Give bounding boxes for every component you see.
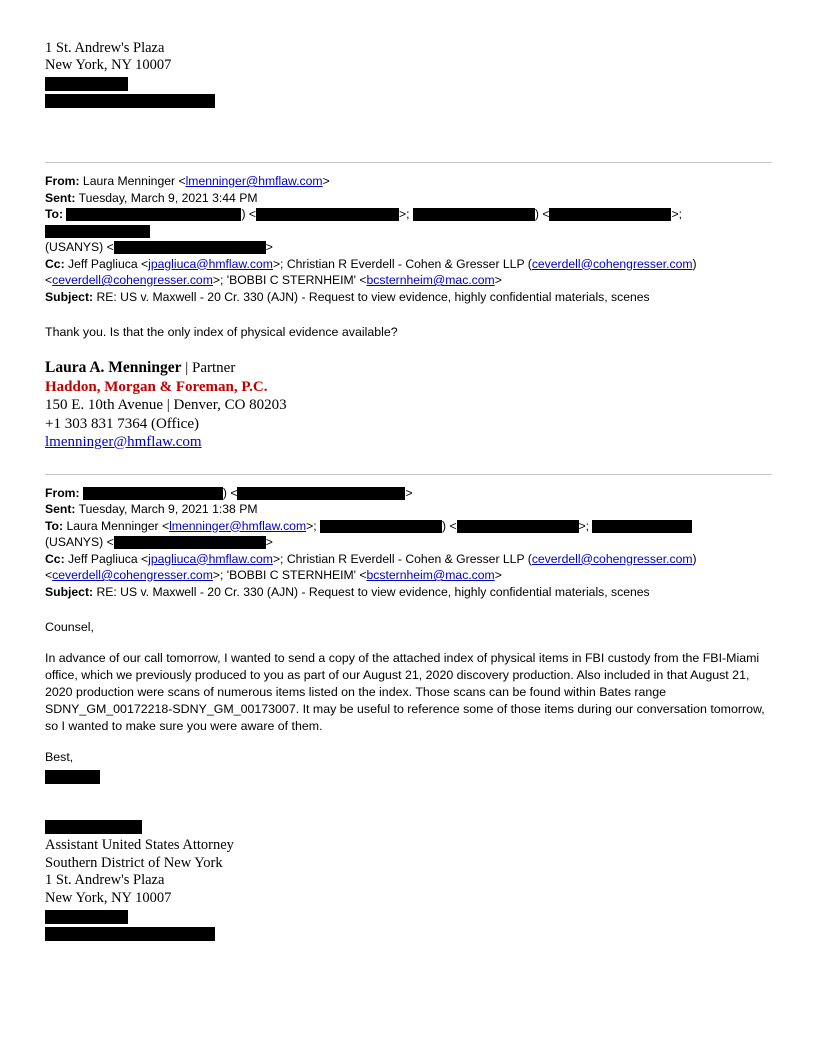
cc-text-1: Jeff Pagliuca < xyxy=(68,551,149,566)
sent-label: Sent: xyxy=(45,190,76,205)
redaction-bar xyxy=(592,520,692,533)
email-1-to-row xyxy=(45,206,771,239)
redaction-bar xyxy=(457,520,579,533)
email-1-sent-row xyxy=(45,190,771,207)
to-suffix-2: >; xyxy=(399,207,413,221)
to-line2-pre: (USANYS) < xyxy=(45,240,114,254)
email-2-sent-row xyxy=(45,501,771,518)
email-2-sender-block xyxy=(45,820,771,941)
signature-name-row xyxy=(45,359,771,378)
cc-text-6: > xyxy=(494,273,502,287)
redaction-bar xyxy=(114,241,266,254)
signature-name: Laura A. Menninger xyxy=(45,359,182,376)
redaction-bar xyxy=(413,208,535,221)
redaction-bar xyxy=(549,208,671,221)
to-suffix-2: >; xyxy=(578,518,593,533)
email-divider-2 xyxy=(45,474,772,475)
to-line2-post: > xyxy=(265,240,273,254)
signature-firm: Haddon, Morgan & Foreman, P.C. xyxy=(45,378,268,395)
sent-value: Tuesday, March 9, 2021 1:38 PM xyxy=(78,502,258,516)
cc-email-link-3[interactable]: ceverdell@cohengresser.com xyxy=(52,568,213,582)
cc-label: Cc: xyxy=(45,256,65,271)
to-suffix-1: ) < xyxy=(442,518,457,533)
cc-email-link-4[interactable]: bcsternheim@mac.com xyxy=(366,273,495,287)
redaction-bar xyxy=(45,927,215,941)
cc-text-5: >; 'BOBBI C STERNHEIM' < xyxy=(212,273,367,287)
redaction-bar xyxy=(45,225,150,238)
cc-email-link-3[interactable]: ceverdell@cohengresser.com xyxy=(52,273,213,287)
cc-email-link-1[interactable]: jpagliuca@hmflaw.com xyxy=(148,256,273,271)
email-1-cc-row xyxy=(45,256,771,273)
subject-label: Subject: xyxy=(45,584,94,599)
email-1-body: Thank you. Is that the only index of physical evidence available? xyxy=(45,325,398,339)
to-email-link-1[interactable]: lmenninger@hmflaw.com xyxy=(169,518,307,533)
subject-value: RE: US v. Maxwell - 20 Cr. 330 (AJN) - Request to view evidence, highly confidential materials, scenes xyxy=(96,584,650,599)
from-label: From: xyxy=(45,174,80,188)
redaction-bar xyxy=(45,820,142,834)
from-suffix-2: > xyxy=(405,485,413,500)
cc-email-link-2[interactable]: ceverdell@cohengresser.com xyxy=(531,551,693,566)
email-2-cc-row-2 xyxy=(45,567,771,584)
cc-text-6: > xyxy=(494,568,502,582)
cc-text-3: ) xyxy=(692,256,697,271)
from-suffix-1: ) < xyxy=(222,485,238,500)
email-2-to-row xyxy=(45,518,771,535)
cc-text-5: >; 'BOBBI C STERNHEIM' < xyxy=(212,568,367,582)
from-value-pre: Laura Menninger < xyxy=(82,174,186,188)
signature-email-link[interactable]: lmenninger@hmflaw.com xyxy=(45,434,202,450)
sender-address1: 1 St. Andrew's Plaza xyxy=(45,872,165,888)
signature-title: | Partner xyxy=(181,360,236,376)
cc-text-1: Jeff Pagliuca < xyxy=(68,256,149,271)
email-divider xyxy=(45,162,772,163)
redaction-bar xyxy=(45,770,100,784)
from-label: From: xyxy=(45,485,80,500)
sent-value: Tuesday, March 9, 2021 3:44 PM xyxy=(78,190,258,205)
cc-email-link-1[interactable]: jpagliuca@hmflaw.com xyxy=(148,551,273,566)
email-1-to-row-2 xyxy=(45,239,771,256)
email-1-cc-row-2 xyxy=(45,272,771,289)
to-line2-pre: (USANYS) < xyxy=(45,535,114,549)
to-label: To: xyxy=(45,207,64,221)
sent-label: Sent: xyxy=(45,502,76,516)
email-2-greeting: Counsel, xyxy=(45,620,94,634)
subject-value: RE: US v. Maxwell - 20 Cr. 330 (AJN) - Request to view evidence, highly confidential materials, scenes xyxy=(96,289,650,304)
to-text-1: Laura Menninger < xyxy=(66,518,170,533)
cc-label: Cc: xyxy=(45,551,65,566)
email-1-from-row xyxy=(45,173,771,190)
redaction-bar xyxy=(320,520,442,533)
redaction-bar xyxy=(66,208,241,221)
cc-text-4: < xyxy=(45,273,53,287)
sender-address2: New York, NY 10007 xyxy=(45,889,172,906)
to-suffix-3: ) < xyxy=(534,207,550,221)
email-1-header xyxy=(45,173,771,305)
to-suffix-1: ) < xyxy=(241,207,256,221)
email-2-subject-row xyxy=(45,584,771,601)
redaction-bar xyxy=(256,208,399,221)
top-address-block xyxy=(45,40,771,108)
subject-label: Subject: xyxy=(45,289,94,304)
to-line2-post: > xyxy=(265,535,273,549)
top-address-line2: New York, NY 10007 xyxy=(45,57,172,73)
top-address-line1: 1 St. Andrew's Plaza xyxy=(45,40,165,56)
to-text-2: >; xyxy=(306,518,320,533)
email-2-cc-row xyxy=(45,551,771,568)
to-label: To: xyxy=(45,518,64,533)
redaction-bar xyxy=(45,94,215,108)
email-2-closing: Best, xyxy=(45,750,74,764)
redaction-bar xyxy=(45,910,128,924)
cc-email-link-4[interactable]: bcsternheim@mac.com xyxy=(366,568,495,582)
email-2-header xyxy=(45,485,771,601)
from-email-link[interactable]: lmenninger@hmflaw.com xyxy=(185,174,323,188)
from-value-post: > xyxy=(322,174,330,188)
cc-text-2: >; Christian R Everdell - Cohen & Gresser LLP ( xyxy=(272,551,532,566)
email-2-to-row-2 xyxy=(45,534,771,551)
email-1-subject-row xyxy=(45,289,771,306)
email-2-from-row xyxy=(45,485,771,502)
email-2-paragraph: In advance of our call tomorrow, I wanted to send a copy of the attached index of physical items in FBI custody from the FBI-Miami office, which we previously produced to you as part of our August 21, 2020 discovery production. Also included in that August 21, 2020 production were scans of numerous items listed on the index. Those scans can be found within Bates range SDNY_GM_00172218-SDNY_GM_00173007. It may be useful to reference some of those items during our conversation tomorrow, so I wanted to make sure you were aware of them. xyxy=(45,651,765,733)
email-1-signature xyxy=(45,359,771,452)
cc-email-link-2[interactable]: ceverdell@cohengresser.com xyxy=(531,256,693,271)
signature-phone: +1 303 831 7364 (Office) xyxy=(45,415,199,432)
redaction-bar xyxy=(237,487,405,500)
redaction-bar xyxy=(114,536,266,549)
sender-district: Southern District of New York xyxy=(45,854,223,871)
sender-title: Assistant United States Attorney xyxy=(45,837,234,853)
to-suffix-4: >; xyxy=(671,207,682,221)
signature-address: 150 E. 10th Avenue | Denver, CO 80203 xyxy=(45,397,287,413)
cc-text-2: >; Christian R Everdell - Cohen & Gresser LLP ( xyxy=(272,256,532,271)
cc-text-4: < xyxy=(45,568,53,582)
cc-text-3: ) xyxy=(692,551,697,566)
redaction-bar xyxy=(45,77,128,91)
redaction-bar xyxy=(83,487,223,500)
